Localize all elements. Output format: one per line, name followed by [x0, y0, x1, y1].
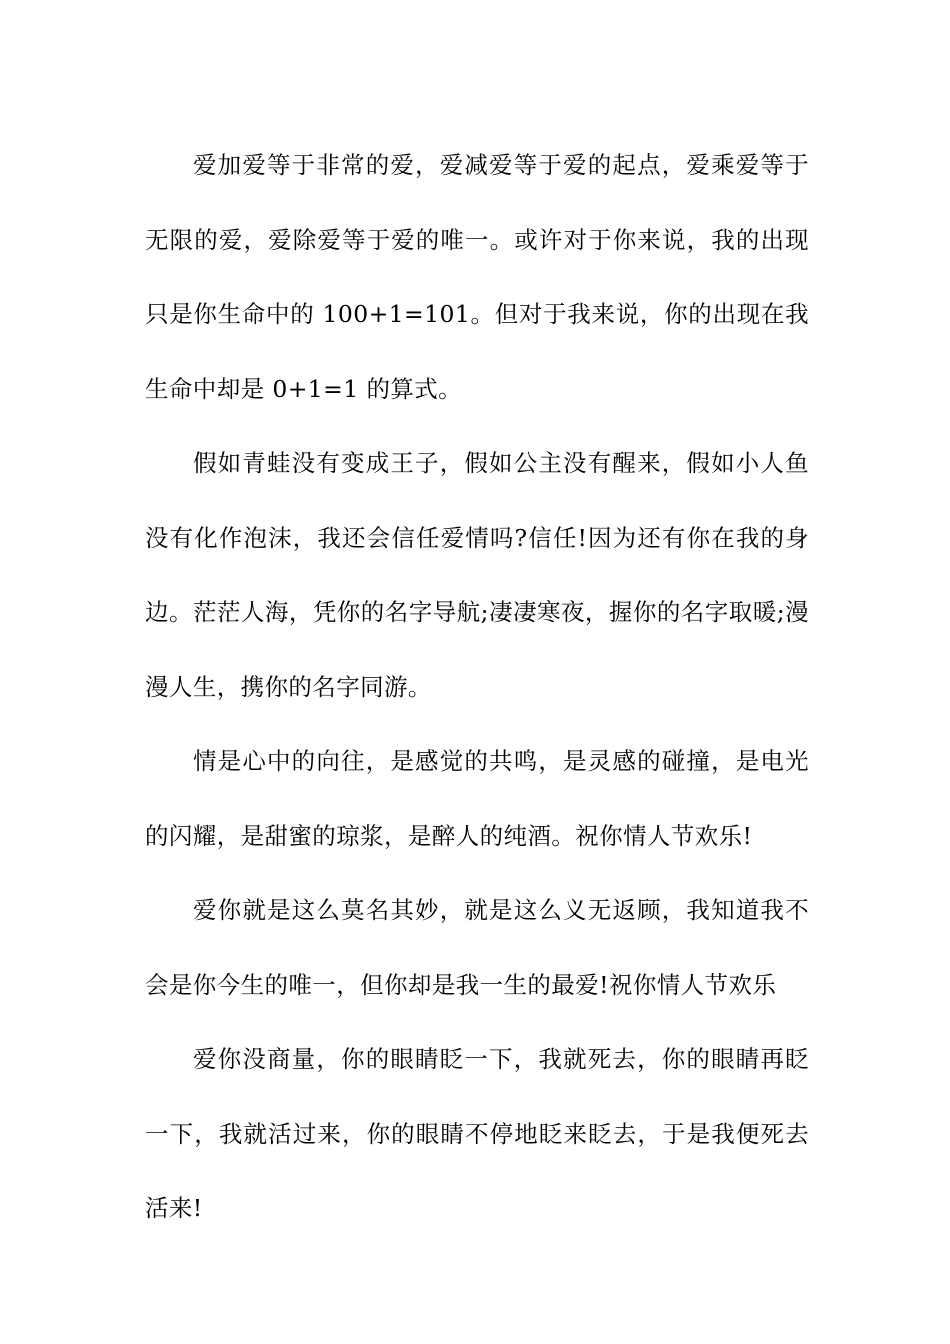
document-body	[145, 128, 809, 1246]
paragraph-5: 爱你没商量，你的眼睛眨一下，我就死去，你的眼睛再眨一下，我就活过来，你的眼睛不停地眨来眨去，于是我便死去活来!	[145, 1045, 809, 1222]
paragraph-3: 情是心中的向往，是感觉的共鸣，是灵感的碰撞，是电光的闪耀，是甜蜜的琼浆，是醉人的纯酒。祝你情人节欢乐!	[145, 747, 809, 850]
paragraph-4: 爱你就是这么莫名其妙，就是这么义无返顾，我知道我不会是你今生的唯一，但你却是我一生的最爱!祝你情人节欢乐	[145, 896, 809, 999]
paragraph-2: 假如青蛙没有变成王子，假如公主没有醒来，假如小人鱼没有化作泡沫，我还会信任爱情吗?信任!因为还有你在我的身边。茫茫人海，凭你的名字导航;凄凄寒夜，握你的名字取暖;漫漫人生，携你的名字同游。	[145, 449, 809, 701]
paragraph-1: 爱加爱等于非常的爱，爱减爱等于爱的起点，爱乘爱等于无限的爱，爱除爱等于爱的唯一。或许对于你来说，我的出现只是你生命中的 100+1=101。但对于我来说，你的出现在我生命中却是 0+1=1 的算式。	[145, 151, 809, 403]
